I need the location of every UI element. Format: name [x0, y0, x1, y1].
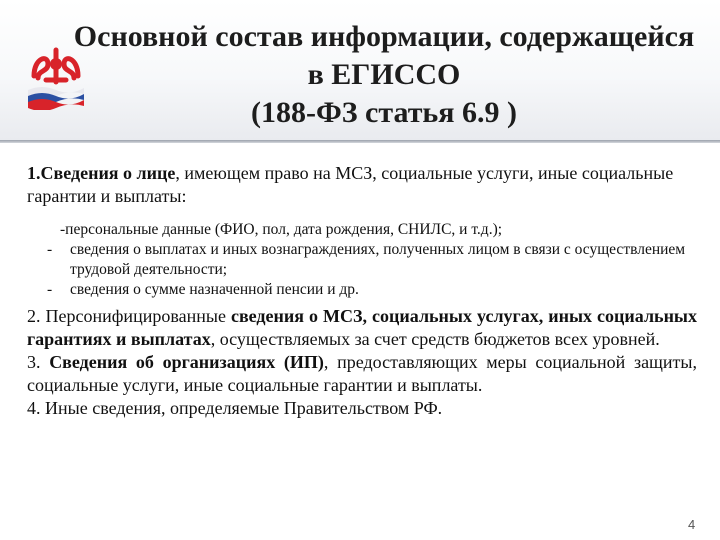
item-3-bold: Сведения об организациях (ИП): [49, 352, 324, 372]
item-2-pre: 2. Персонифицированные: [27, 306, 231, 326]
item-1-text: , имеющем право на МСЗ, социальные услуги, иные социальные гарантии и выплаты:: [27, 163, 674, 206]
slide-title: [40, 18, 720, 132]
item-4: 4. Иные сведения, определяемые Правительством РФ.: [27, 398, 443, 418]
item-1-bold: 1.Сведения о лице: [27, 163, 176, 183]
title-line-3: (188-ФЗ статья 6.9 ): [250, 96, 518, 129]
item-1-sub-2: [47, 240, 697, 280]
page-number: 4: [688, 517, 696, 532]
sub-2-dash: -: [47, 241, 53, 258]
item-2: [27, 305, 697, 351]
sub-3-dash: -: [47, 281, 53, 298]
title-line-1: Основной состав информации, содержащейся: [73, 20, 695, 53]
sub-3-text: сведения о сумме назначенной пенсии и др.: [70, 281, 359, 298]
title-line-2: в ЕГИССО: [307, 58, 461, 91]
slide-body: [27, 162, 697, 420]
sub-2-text: сведения о выплатах и иных вознаграждениях, полученных лицом в связи с осуществлением трудовой деятельности;: [70, 241, 686, 278]
item-2-bold: сведения о МСЗ, социальных услугах, иных социальных гарантиях и выплатах: [27, 306, 697, 349]
item-2-text: , осуществляемых за счет средств бюджетов всех уровней.: [210, 329, 660, 349]
item-1-sub-1: -персональные данные (ФИО, пол, дата рождения, СНИЛС, и т.д.);: [60, 221, 503, 238]
item-3-pre: 3.: [27, 352, 50, 372]
item-3: [27, 351, 697, 397]
item-1: [27, 162, 697, 208]
item-1-sub-3: [47, 280, 697, 300]
header-divider: [0, 140, 720, 143]
item-3-text: , предоставляющих меры социальной защиты, социальные услуги, иные социальные гарантии и выплаты.: [27, 352, 698, 395]
